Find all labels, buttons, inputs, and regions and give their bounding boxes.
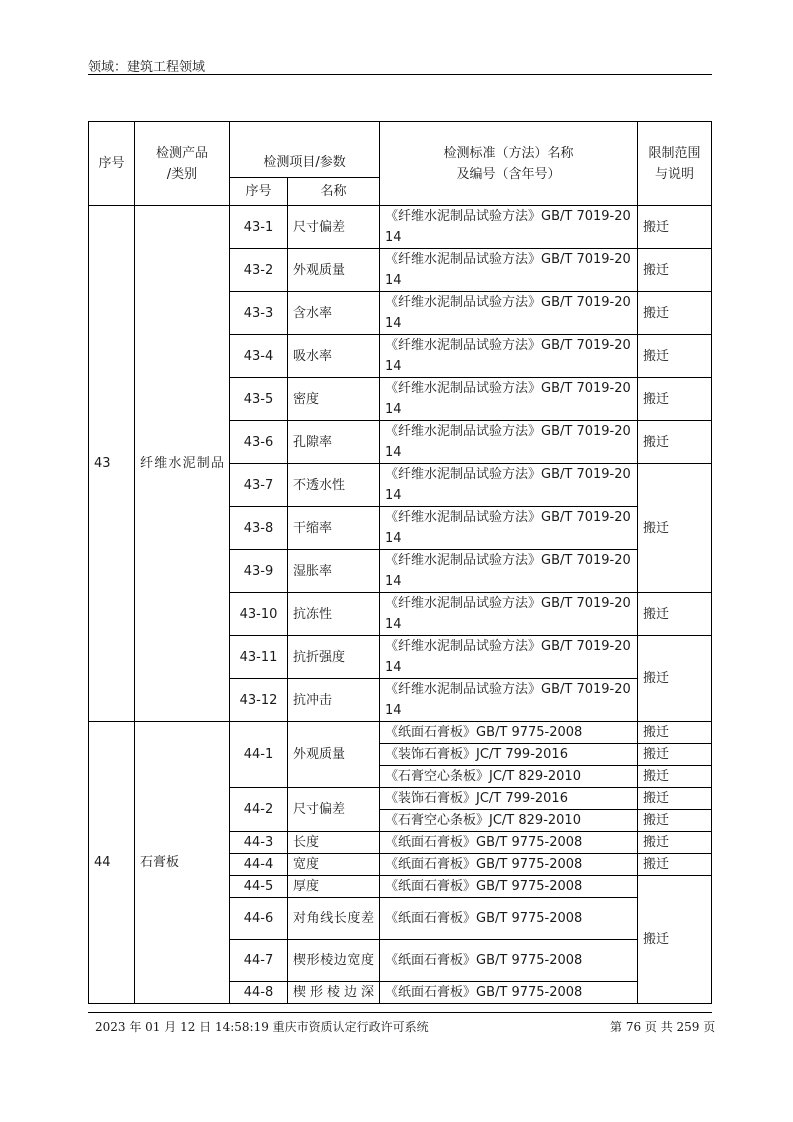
item-limit: 搬迁 xyxy=(638,810,712,832)
item-limit: 搬迁 xyxy=(638,464,712,593)
item-name: 外观质量 xyxy=(288,249,380,292)
item-name: 外观质量 xyxy=(288,722,380,788)
item-standard: 《纸面石膏板》GB/T 9775-2008 xyxy=(380,982,638,1004)
header-limit: 限制范围 与说明 xyxy=(638,122,712,206)
item-limit: 搬迁 xyxy=(638,378,712,421)
group-seq: 43 xyxy=(89,206,135,722)
group-product: 纤维水泥制品 xyxy=(135,206,230,722)
item-name: 干缩率 xyxy=(288,507,380,550)
item-standard: 《纤维水泥制品试验方法》GB/T 7019-2014 xyxy=(380,421,638,464)
item-standard: 《纤维水泥制品试验方法》GB/T 7019-2014 xyxy=(380,206,638,249)
item-name: 密度 xyxy=(288,378,380,421)
item-standard: 《纸面石膏板》GB/T 9775-2008 xyxy=(380,722,638,744)
item-name: 抗冲击 xyxy=(288,679,380,722)
item-name: 孔隙率 xyxy=(288,421,380,464)
item-name: 吸水率 xyxy=(288,335,380,378)
item-no: 43-1 xyxy=(230,206,288,249)
qualification-table xyxy=(88,121,712,1004)
item-name: 尺寸偏差 xyxy=(288,788,380,832)
item-no: 43-9 xyxy=(230,550,288,593)
item-name: 湿胀率 xyxy=(288,550,380,593)
item-standard: 《纤维水泥制品试验方法》GB/T 7019-2014 xyxy=(380,378,638,421)
item-limit: 搬迁 xyxy=(638,292,712,335)
item-no: 44-2 xyxy=(230,788,288,832)
item-limit: 搬迁 xyxy=(638,421,712,464)
item-limit: 搬迁 xyxy=(638,876,712,1004)
item-standard: 《纸面石膏板》GB/T 9775-2008 xyxy=(380,854,638,876)
group-product: 石膏板 xyxy=(135,722,230,1004)
item-name: 长度 xyxy=(288,832,380,854)
item-no: 44-6 xyxy=(230,898,288,940)
item-standard: 《纤维水泥制品试验方法》GB/T 7019-2014 xyxy=(380,507,638,550)
item-standard: 《纸面石膏板》GB/T 9775-2008 xyxy=(380,876,638,898)
header-standard: 检测标准（方法）名称 及编号（含年号） xyxy=(380,122,638,206)
item-limit: 搬迁 xyxy=(638,335,712,378)
item-standard: 《纤维水泥制品试验方法》GB/T 7019-2014 xyxy=(380,593,638,636)
item-no: 43-12 xyxy=(230,679,288,722)
item-limit: 搬迁 xyxy=(638,744,712,766)
item-standard: 《纤维水泥制品试验方法》GB/T 7019-2014 xyxy=(380,292,638,335)
item-no: 43-11 xyxy=(230,636,288,679)
item-standard: 《纸面石膏板》GB/T 9775-2008 xyxy=(380,832,638,854)
page-header-domain: 领域：建筑工程领域 xyxy=(88,60,206,75)
header-rule xyxy=(88,74,712,75)
item-standard: 《装饰石膏板》JC/T 799-2016 xyxy=(380,788,638,810)
item-standard: 《石膏空心条板》JC/T 829-2010 xyxy=(380,810,638,832)
item-no: 43-10 xyxy=(230,593,288,636)
item-name: 抗折强度 xyxy=(288,636,380,679)
item-limit: 搬迁 xyxy=(638,788,712,810)
footer-page-number: 第 76 页 共 259 页 xyxy=(610,1020,716,1034)
item-standard: 《纸面石膏板》GB/T 9775-2008 xyxy=(380,898,638,940)
item-no: 44-4 xyxy=(230,854,288,876)
item-standard: 《装饰石膏板》JC/T 799-2016 xyxy=(380,744,638,766)
item-no: 43-7 xyxy=(230,464,288,507)
group-seq: 44 xyxy=(89,722,135,1004)
item-no: 43-5 xyxy=(230,378,288,421)
item-standard: 《纸面石膏板》GB/T 9775-2008 xyxy=(380,940,638,982)
item-name: 厚度 xyxy=(288,876,380,898)
item-no: 43-4 xyxy=(230,335,288,378)
item-name: 对角线长度差 xyxy=(288,898,380,940)
item-limit: 搬迁 xyxy=(638,249,712,292)
item-no: 44-1 xyxy=(230,722,288,788)
header-seq: 序号 xyxy=(89,122,135,206)
item-limit: 搬迁 xyxy=(638,832,712,854)
item-no: 43-6 xyxy=(230,421,288,464)
item-limit: 搬迁 xyxy=(638,854,712,876)
item-no: 44-3 xyxy=(230,832,288,854)
item-limit: 搬迁 xyxy=(638,206,712,249)
item-no: 43-3 xyxy=(230,292,288,335)
item-limit: 搬迁 xyxy=(638,766,712,788)
item-standard: 《石膏空心条板》JC/T 829-2010 xyxy=(380,766,638,788)
item-no: 44-7 xyxy=(230,940,288,982)
header-product: 检测产品 /类别 xyxy=(135,122,230,206)
item-standard: 《纤维水泥制品试验方法》GB/T 7019-2014 xyxy=(380,464,638,507)
footer-timestamp: 2023 年 01 月 12 日 14:58:19 重庆市资质认定行政许可系统 xyxy=(95,1020,429,1034)
item-standard: 《纤维水泥制品试验方法》GB/T 7019-2014 xyxy=(380,679,638,722)
item-limit: 搬迁 xyxy=(638,722,712,744)
item-name: 不透水性 xyxy=(288,464,380,507)
item-no: 43-8 xyxy=(230,507,288,550)
item-standard: 《纤维水泥制品试验方法》GB/T 7019-2014 xyxy=(380,636,638,679)
footer-rule xyxy=(88,1012,712,1013)
item-name: 尺寸偏差 xyxy=(288,206,380,249)
item-standard: 《纤维水泥制品试验方法》GB/T 7019-2014 xyxy=(380,550,638,593)
header-item-group: 检测项目/参数 xyxy=(230,122,380,178)
item-standard: 《纤维水泥制品试验方法》GB/T 7019-2014 xyxy=(380,249,638,292)
item-name: 含水率 xyxy=(288,292,380,335)
header-item-seq: 序号 xyxy=(230,178,288,206)
item-no: 44-8 xyxy=(230,982,288,1004)
item-no: 43-2 xyxy=(230,249,288,292)
item-name: 抗冻性 xyxy=(288,593,380,636)
item-standard: 《纤维水泥制品试验方法》GB/T 7019-2014 xyxy=(380,335,638,378)
item-no: 44-5 xyxy=(230,876,288,898)
item-name: 宽度 xyxy=(288,854,380,876)
item-name: 楔形棱边宽度 xyxy=(288,940,380,982)
header-item-name: 名称 xyxy=(288,178,380,206)
item-limit: 搬迁 xyxy=(638,593,712,636)
item-limit: 搬迁 xyxy=(638,636,712,722)
item-name: 楔形棱边深 xyxy=(288,982,380,1004)
